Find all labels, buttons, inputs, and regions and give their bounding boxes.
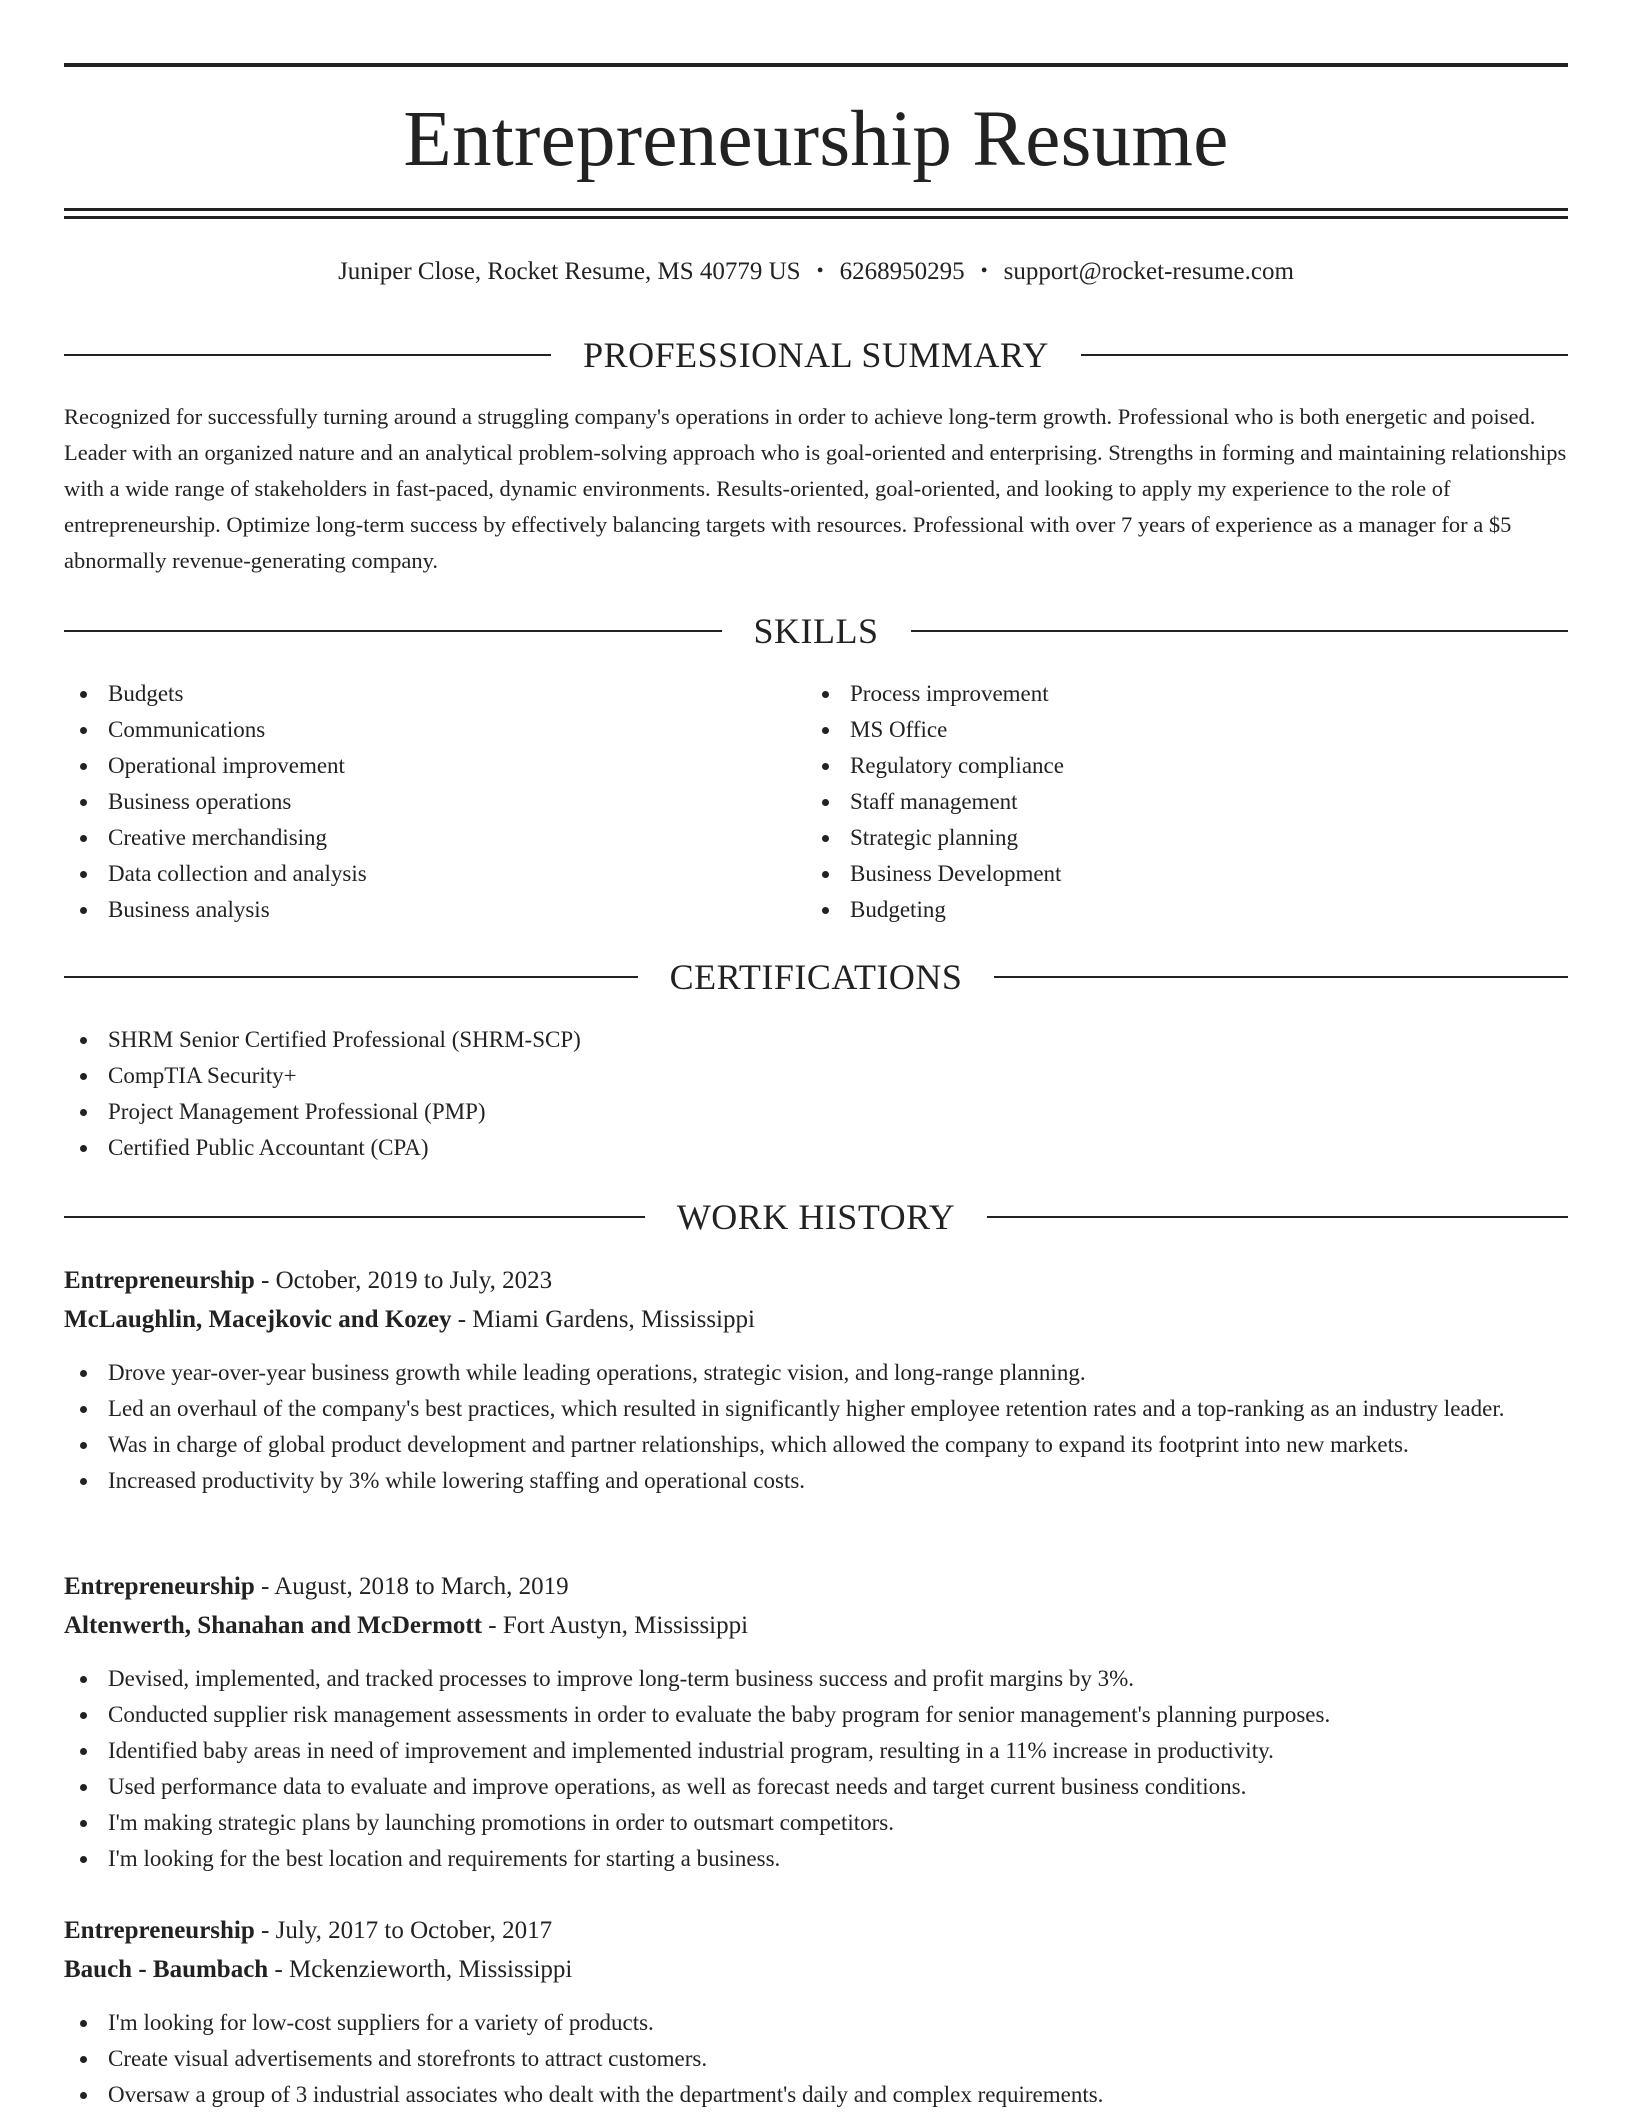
job-duty-item: Used performance data to evaluate and improve operations, as well as forecast needs and target current business conditions.: [64, 1769, 1568, 1805]
job-duty-item: Conducted supplier risk management assessments in order to evaluate the baby program for senior management's planning purposes.: [64, 1697, 1568, 1733]
job-duty-item: Drove year-over-year business growth while leading operations, strategic vision, and long-range planning.: [64, 1355, 1568, 1391]
job-dates: - August, 2018 to March, 2019: [254, 1573, 569, 1600]
title-rule-lower: [64, 216, 1568, 219]
job-duty-item: I'm looking for the best location and requirements for starting a business.: [64, 1841, 1568, 1877]
job-company: Bauch - Baumbach: [64, 1956, 269, 1983]
contact-separator: •: [816, 260, 824, 282]
job-title-line: [64, 1569, 1568, 1605]
job-duty-item: Increased productivity by 3% while lowering staffing and operational costs.: [64, 1463, 1568, 1499]
job-location: - Miami Gardens, Mississippi: [451, 1306, 755, 1333]
skill-item: Budgets: [64, 676, 764, 712]
certifications-list: [64, 1022, 1568, 1166]
job-duty-item: Identified baby areas in need of improvement and implemented industrial program, resulting in a 11% increase in productivity.: [64, 1733, 1568, 1769]
work-history-heading: [64, 1195, 1568, 1239]
heading-rule-left: [64, 630, 722, 632]
job-duty-item: Led an overhaul of the company's best practices, which resulted in significantly higher employee retention rates and a top-ranking as an industry leader.: [64, 1391, 1568, 1427]
skill-item: Operational improvement: [64, 748, 764, 784]
work-history-heading-label: WORK HISTORY: [676, 1197, 956, 1237]
job-duty-item: Create visual advertisements and storefronts to attract customers.: [64, 2041, 1568, 2077]
contact-line: [64, 254, 1568, 289]
page-title: Entrepreneurship Resume: [403, 96, 1229, 183]
job-duty-item: Oversaw a group of 3 industrial associates who dealt with the department's daily and complex requirements.: [64, 2077, 1568, 2113]
skill-item: Budgeting: [806, 892, 1546, 928]
job-company-line: [64, 1302, 1568, 1338]
job-title: Entrepreneurship: [64, 1267, 255, 1294]
certifications-heading-label: CERTIFICATIONS: [669, 957, 963, 997]
job-duties-list: [64, 2005, 1568, 2113]
job-title: Entrepreneurship: [64, 1917, 255, 1944]
skill-item: Business analysis: [64, 892, 764, 928]
title-rule-upper: [64, 208, 1568, 211]
contact-email: support@rocket-resume.com: [1003, 258, 1294, 285]
summary-heading: [64, 333, 1568, 377]
job-title-line: [64, 1913, 1568, 1949]
job-duty-item: I'm looking for low-cost suppliers for a variety of products.: [64, 2005, 1568, 2041]
skill-item: Business Development: [806, 856, 1546, 892]
skills-heading: [64, 609, 1568, 653]
skill-item: Data collection and analysis: [64, 856, 764, 892]
certification-item: CompTIA Security+: [64, 1058, 1568, 1094]
heading-rule-left: [64, 976, 638, 978]
job-location: - Fort Austyn, Mississippi: [482, 1612, 749, 1639]
skill-item: Creative merchandising: [64, 820, 764, 856]
summary-text: Recognized for successfully turning around a struggling company's operations in order to achieve long-term growth. Professional who is both energetic and poised. Leader with an organized nature and an analytical problem-solving approach who is goal-oriented and enterprising. Strengths in forming and maintaining relationships with a wide range of stakeholders in fast-paced, dynamic environments. Results-oriented, goal-oriented, and looking to apply my experience to the role of entrepreneurship. Optimize long-term success by effectively balancing targets with resources. Professional with over 7 years of experience as a manager for a $5 abnormally revenue-generating company.: [64, 404, 1567, 573]
job-title: Entrepreneurship: [64, 1573, 255, 1600]
top-rule: [64, 63, 1568, 67]
skill-item: Staff management: [806, 784, 1546, 820]
heading-rule-right: [911, 630, 1569, 632]
heading-rule-right: [1081, 354, 1568, 356]
job-dates: - July, 2017 to October, 2017: [254, 1917, 553, 1944]
skill-item: Communications: [64, 712, 764, 748]
skill-item: MS Office: [806, 712, 1546, 748]
certification-item: Project Management Professional (PMP): [64, 1094, 1568, 1130]
job-company-line: [64, 1608, 1568, 1644]
job-dates: - October, 2019 to July, 2023: [254, 1267, 553, 1294]
skills-list-right: [806, 676, 1546, 928]
contact-separator: •: [980, 260, 988, 282]
job-location: - Mckenzieworth, Mississippi: [268, 1956, 573, 1983]
heading-rule-left: [64, 354, 551, 356]
job-company: Altenwerth, Shanahan and McDermott: [64, 1612, 483, 1639]
certifications-heading: [64, 955, 1568, 999]
heading-rule-left: [64, 1216, 645, 1218]
heading-rule-right: [987, 1216, 1568, 1218]
certification-item: Certified Public Accountant (CPA): [64, 1130, 1568, 1166]
job-duties-list: [64, 1661, 1568, 1877]
job-company: McLaughlin, Macejkovic and Kozey: [64, 1306, 452, 1333]
skill-item: Regulatory compliance: [806, 748, 1546, 784]
contact-phone: 6268950295: [839, 258, 965, 285]
skills-heading-label: SKILLS: [753, 611, 879, 651]
job-company-line: [64, 1952, 1568, 1988]
job-duty-item: Was in charge of global product development and partner relationships, which allowed the company to expand its footprint into new markets.: [64, 1427, 1568, 1463]
skills-list-left: [64, 676, 764, 928]
job-duty-item: I'm making strategic plans by launching promotions in order to outsmart competitors.: [64, 1805, 1568, 1841]
summary-heading-label: PROFESSIONAL SUMMARY: [583, 335, 1049, 375]
skill-item: Strategic planning: [806, 820, 1546, 856]
contact-address: Juniper Close, Rocket Resume, MS 40779 US: [338, 258, 801, 285]
heading-rule-right: [994, 976, 1568, 978]
job-title-line: [64, 1263, 1568, 1299]
job-duty-item: Devised, implemented, and tracked processes to improve long-term business success and profit margins by 3%.: [64, 1661, 1568, 1697]
job-duties-list: [64, 1355, 1568, 1499]
skill-item: Process improvement: [806, 676, 1546, 712]
skill-item: Business operations: [64, 784, 764, 820]
certification-item: SHRM Senior Certified Professional (SHRM-SCP): [64, 1022, 1568, 1058]
